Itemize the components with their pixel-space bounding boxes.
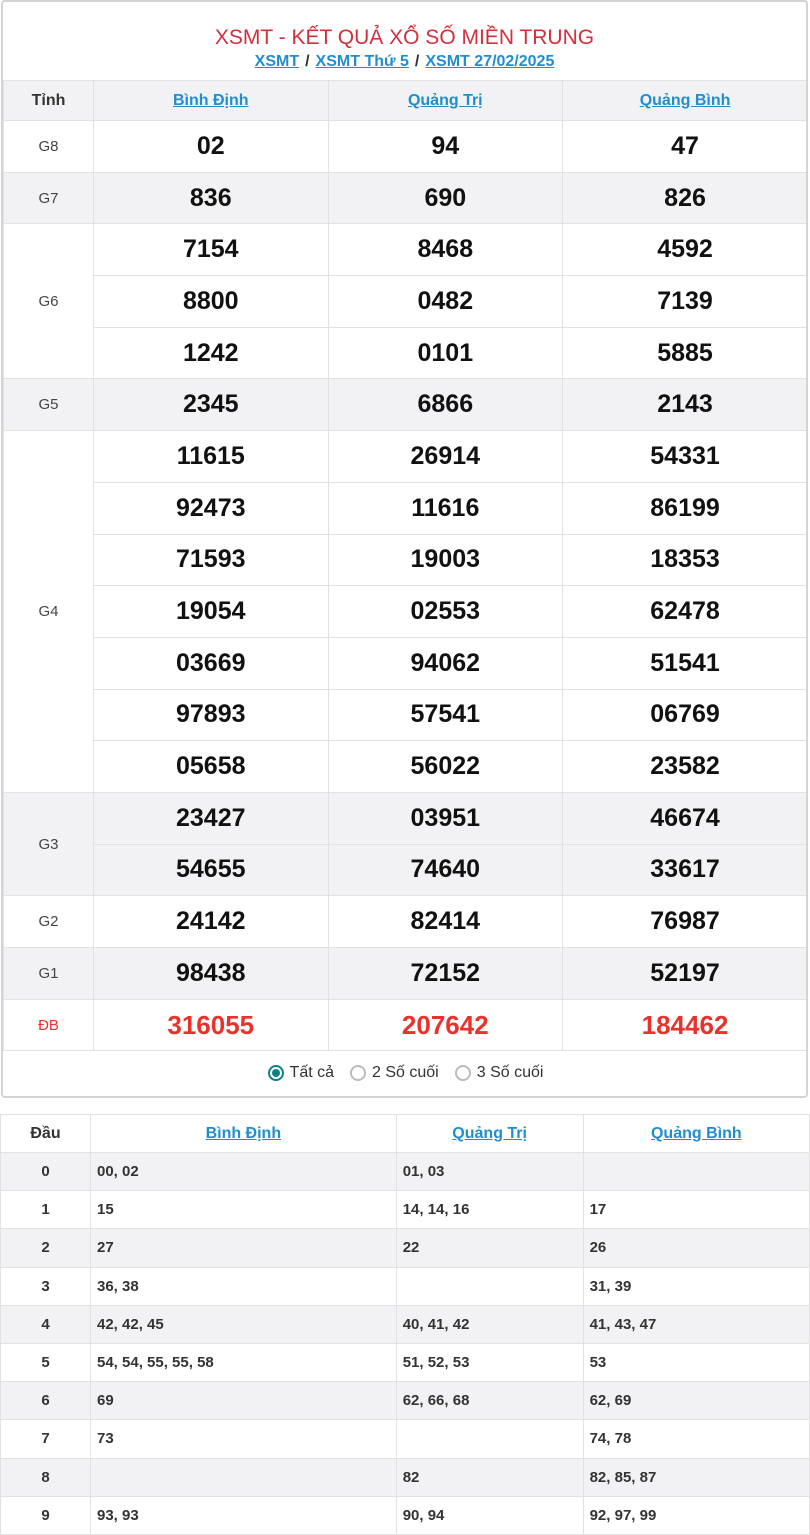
column-header-binh-dinh [94,81,329,121]
loto-values: 74, 78 [583,1420,809,1458]
prize-number: 23582 [563,741,808,793]
prize-number: 690 [328,172,563,224]
loto-values [583,1153,809,1191]
prize-label: G5 [4,379,94,431]
prize-row [4,948,808,1000]
prize-number: 54331 [563,431,808,483]
loto-body [1,1153,810,1535]
radio-unselected-icon[interactable] [455,1065,471,1081]
prize-row [4,792,808,844]
prize-row [4,224,808,276]
prize-number: 26914 [328,431,563,483]
loto-province-link-quang-tri[interactable]: Quảng Trị [452,1124,527,1142]
prize-number: 57541 [328,689,563,741]
loto-values: 15 [91,1191,397,1229]
prize-label: G3 [4,792,94,895]
loto-values: 62, 66, 68 [396,1382,583,1420]
breadcrumb-separator: / [414,53,420,70]
loto-values [91,1458,397,1496]
prize-number: 6866 [328,379,563,431]
prize-number: 97893 [94,689,329,741]
province-link-quang-tri[interactable]: Quảng Trị [407,91,483,109]
prize-number: 02553 [328,586,563,638]
column-header-quang-tri [328,81,563,121]
prize-number: 71593 [94,534,329,586]
loto-values: 36, 38 [91,1267,397,1305]
loto-values: 26 [583,1229,809,1267]
prize-number: 23427 [94,792,329,844]
prize-number: 24142 [94,896,329,948]
prize-number: 46674 [563,792,808,844]
prize-number: 19054 [94,586,329,638]
loto-head-digit: 7 [1,1420,91,1458]
loto-values: 27 [91,1229,397,1267]
loto-row [1,1382,810,1420]
loto-values: 53 [583,1343,809,1381]
prize-number: 5885 [563,327,808,379]
loto-values: 90, 94 [396,1496,583,1534]
loto-head-digit: 5 [1,1343,91,1381]
loto-values: 42, 42, 45 [91,1305,397,1343]
loto-values [396,1420,583,1458]
radio-selected-icon[interactable] [268,1065,284,1081]
radio-unselected-icon[interactable] [350,1065,366,1081]
prize-row [4,431,808,483]
filter-all[interactable] [268,1064,334,1082]
prize-number: 92473 [94,482,329,534]
loto-values: 41, 43, 47 [583,1305,809,1343]
loto-row [1,1343,810,1381]
loto-head-digit: 2 [1,1229,91,1267]
prize-row [4,637,808,689]
prize-number: 62478 [563,586,808,638]
prize-number: 7139 [563,276,808,328]
loto-values: 93, 93 [91,1496,397,1534]
loto-values: 01, 03 [396,1153,583,1191]
loto-head-digit: 6 [1,1382,91,1420]
results-body [4,121,808,1051]
results-table [3,80,808,1051]
loto-head-digit: 0 [1,1153,91,1191]
loto-row [1,1420,810,1458]
prize-row [4,172,808,224]
prize-label: G2 [4,896,94,948]
loto-head-digit: 1 [1,1191,91,1229]
prize-number: 06769 [563,689,808,741]
loto-header-binh-dinh [91,1115,397,1153]
prize-number: 82414 [328,896,563,948]
prize-number: 02 [94,121,329,173]
prize-row [4,534,808,586]
column-header-dau: Đầu [1,1115,91,1153]
prize-number: 33617 [563,844,808,896]
loto-header-quang-tri [396,1115,583,1153]
prize-number: 98438 [94,948,329,1000]
prize-number: 18353 [563,534,808,586]
prize-number: 826 [563,172,808,224]
loto-row [1,1458,810,1496]
column-header-tinh: Tỉnh [4,81,94,121]
loto-row [1,1267,810,1305]
special-prize-number: 207642 [328,999,563,1051]
loto-province-link-binh-dinh[interactable]: Bình Định [205,1124,282,1142]
prize-number: 2345 [94,379,329,431]
prize-row [4,482,808,534]
prize-number: 74640 [328,844,563,896]
results-card [1,0,808,1098]
prize-number: 56022 [328,741,563,793]
prize-number: 86199 [563,482,808,534]
prize-number: 52197 [563,948,808,1000]
prize-number: 4592 [563,224,808,276]
prize-number: 94 [328,121,563,173]
prize-row [4,276,808,328]
results-header-row [4,81,808,121]
loto-values: 82, 85, 87 [583,1458,809,1496]
loto-table [0,1114,810,1535]
prize-number: 0101 [328,327,563,379]
loto-values: 22 [396,1229,583,1267]
prize-row [4,586,808,638]
loto-values: 17 [583,1191,809,1229]
filter-last-3-label: 3 Số cuối [476,1064,544,1081]
prize-label: G7 [4,172,94,224]
digit-filter-group [3,1050,808,1096]
prize-row [4,999,808,1051]
loto-row [1,1191,810,1229]
prize-row [4,379,808,431]
filter-last-3[interactable] [455,1064,544,1082]
prize-number: 03669 [94,637,329,689]
special-prize-number: 316055 [94,999,329,1051]
filter-last-2[interactable] [350,1064,439,1082]
prize-row [4,689,808,741]
prize-number: 94062 [328,637,563,689]
province-link-binh-dinh[interactable]: Bình Định [172,91,249,109]
prize-number: 2143 [563,379,808,431]
prize-label: G6 [4,224,94,379]
prize-number: 03951 [328,792,563,844]
loto-values: 54, 54, 55, 55, 58 [91,1343,397,1381]
loto-values: 62, 69 [583,1382,809,1420]
loto-values: 82 [396,1458,583,1496]
prize-label: G1 [4,948,94,1000]
prize-row [4,896,808,948]
prize-number: 8800 [94,276,329,328]
prize-number: 0482 [328,276,563,328]
loto-values: 92, 97, 99 [583,1496,809,1534]
loto-values [396,1267,583,1305]
prize-number: 47 [563,121,808,173]
filter-last-2-label: 2 Số cuối [372,1064,439,1081]
prize-number: 8468 [328,224,563,276]
prize-row [4,844,808,896]
page-title: XSMT - KẾT QUẢ XỔ SỐ MIỀN TRUNG [214,26,595,49]
loto-row [1,1153,810,1191]
province-link-quang-binh[interactable]: Quảng Bình [639,91,731,109]
prize-number: 836 [94,172,329,224]
prize-number: 7154 [94,224,329,276]
loto-header-quang-binh [583,1115,809,1153]
prize-label: ĐB [4,999,94,1051]
prize-number: 51541 [563,637,808,689]
filter-all-label: Tất cả [289,1064,335,1081]
loto-head-digit: 4 [1,1305,91,1343]
breadcrumb [3,52,806,80]
prize-number: 11616 [328,482,563,534]
prize-number: 72152 [328,948,563,1000]
prize-number: 76987 [563,896,808,948]
loto-values: 69 [91,1382,397,1420]
prize-label: G4 [4,431,94,793]
loto-head-digit: 8 [1,1458,91,1496]
breadcrumb-xsmt[interactable]: XSMT [254,53,300,70]
breadcrumb-xsmt-thu-5[interactable]: XSMT Thứ 5 [315,53,409,70]
column-header-quang-binh [563,81,808,121]
prize-number: 1242 [94,327,329,379]
breadcrumb-separator: / [305,53,310,70]
loto-header-row [1,1115,810,1153]
prize-number: 54655 [94,844,329,896]
loto-values: 00, 02 [91,1153,397,1191]
special-prize-number: 184462 [563,999,808,1051]
loto-values: 51, 52, 53 [396,1343,583,1381]
loto-values: 14, 14, 16 [396,1191,583,1229]
loto-values: 40, 41, 42 [396,1305,583,1343]
loto-values: 31, 39 [583,1267,809,1305]
prize-row [4,121,808,173]
loto-row [1,1229,810,1267]
prize-number: 05658 [94,741,329,793]
prize-number: 19003 [328,534,563,586]
prize-row [4,327,808,379]
prize-row [4,741,808,793]
loto-province-link-quang-binh[interactable]: Quảng Bình [650,1124,742,1142]
prize-number: 11615 [94,431,329,483]
loto-row [1,1496,810,1534]
loto-values: 73 [91,1420,397,1458]
breadcrumb-xsmt-date[interactable]: XSMT 27/02/2025 [425,53,555,70]
loto-head-digit: 3 [1,1267,91,1305]
loto-head-digit: 9 [1,1496,91,1534]
loto-row [1,1305,810,1343]
prize-label: G8 [4,121,94,173]
